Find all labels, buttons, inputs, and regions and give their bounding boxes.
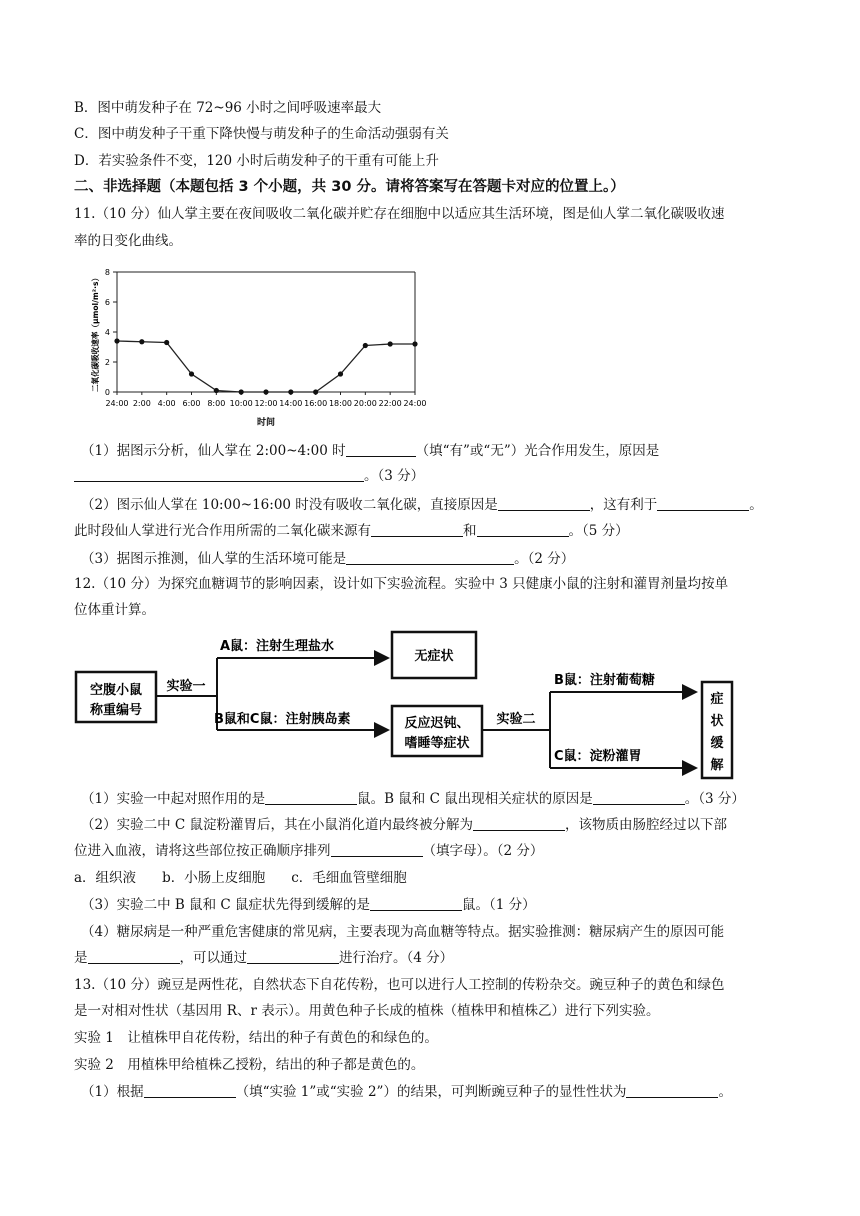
y-axis-label: 二氧化碳吸收速率（μmol/m²·s） [91,266,100,392]
exp1-label: 实验一 [166,679,206,694]
q12-p4-blank1[interactable] [88,949,180,964]
q11-p1-text-a: （1）据图示分析，仙人掌在 2:00~4:00 时 [81,443,346,459]
result-bc-label-1: 反应迟钝、 [404,716,470,731]
q12-p2-blank2[interactable] [331,842,423,857]
data-point [139,339,144,344]
q13-p1-text-a: （1）根据 [81,1084,144,1100]
q12-p2-text-b: ，该物质由肠腔经过以下部 [565,817,728,833]
y-tick-label: 6 [104,298,110,307]
q12-p4-text-d: 进行治疗。（4 分） [339,950,454,966]
q12-p1-text-c: 。（3 分） [684,791,745,807]
q13-p1-text-c: 。 [718,1084,732,1100]
q12-p2-text-d: （填字母）。（2 分） [422,843,544,859]
q12-p2-text-a: （2）实验二中 C 鼠淀粉灌胃后，其在小鼠消化道内最终被分解为 [81,817,474,833]
q11-p1-blank1[interactable] [346,442,416,457]
q12-option-c: c．毛细血管壁细胞 [291,870,407,886]
data-point [338,371,343,376]
q12-p1-text-a: （1）实验一中起对照作用的是 [81,791,266,807]
y-tick-label: 8 [104,268,110,277]
q11-stem-line2: 率的日变化曲线。 [74,233,182,249]
q12-p1-blank1[interactable] [265,790,357,805]
q11-part2-line2 [74,521,629,541]
x-tick-label: 6:00 [182,399,201,408]
y-tick-label: 2 [104,358,110,367]
series-line [117,341,415,392]
q13-experiment1: 实验 1 让植株甲自花传粉，结出的种子有黄色的和绿色的。 [74,1030,438,1046]
data-point [214,388,219,393]
q13-experiment2: 实验 2 用植株甲给植株乙授粉，结出的种子都是黄色的。 [74,1057,425,1073]
y-tick-label: 4 [104,328,110,337]
option-c: C．图中萌发种子干重下降快慢与萌发种子的生命活动强弱有关 [74,126,449,142]
x-tick-label: 4:00 [157,399,176,408]
data-point [363,343,368,348]
q11-p2-text-e: 和 [463,523,477,539]
q11-p2-text-f: 。（5 分） [568,523,629,539]
data-point [412,341,417,346]
arm-c-label: C鼠：淀粉灌胃 [554,749,642,764]
q12-p4-text-c: ，可以通过 [179,950,247,966]
q12-p4-text-b: 是 [74,950,88,966]
result-a-label: 无症状 [414,649,454,664]
result-bc-label-2: 嗜睡等症状 [404,736,470,751]
x-axis-label: 时间 [256,418,276,428]
q11-p2-text-c: 。 [749,497,763,513]
q13-stem-line1: 13.（10 分）豌豆是两性花，自然状态下自花传粉，也可以进行人工控制的传粉杂交。豌豆种子的黄色和绿色 [74,977,725,993]
arm-a-label: A鼠：注射生理盐水 [220,639,335,654]
x-tick-label: 22:00 [378,399,402,408]
data-point [189,371,194,376]
x-tick-label: 10:00 [229,399,253,408]
final-char-1: 症 [710,692,724,707]
x-tick-label: 2:00 [132,399,151,408]
exp2-label: 实验二 [496,712,536,727]
q11-p2-blank1[interactable] [498,496,590,511]
q11-p2-text-a: （2）图示仙人掌在 10:00~16:00 时没有吸收二氧化碳，直接原因是 [81,497,498,513]
q11-p3-text-b: 。（2 分） [514,551,575,567]
q12-stem-line1: 12.（10 分）为探究血糖调节的影响因素，设计如下实验流程。实验中 3 只健康小鼠的注射和灌胃剂量均按单 [74,576,729,592]
x-tick-label: 12:00 [254,399,278,408]
x-tick-label: 14:00 [279,399,303,408]
q12-p1-blank2[interactable] [593,790,685,805]
q11-p2-blank3[interactable] [371,522,463,537]
q11-part1-line2 [74,466,424,486]
q11-p2-blank2[interactable] [657,496,749,511]
q12-stem-line2: 位体重计算。 [74,602,155,618]
q11-part3 [81,549,574,569]
section-heading: 二、非选择题（本题包括 3 个小题，共 30 分。请将答案写在答题卡对应的位置上。） [74,179,625,195]
x-tick-label: 8:00 [207,399,226,408]
q11-stem-line1: 11.（10 分）仙人掌主要在夜间吸收二氧化碳并贮存在细胞中以适应其生活环境，图是仙人掌二氧化碳吸收速 [74,206,725,222]
data-point [164,340,169,345]
x-tick-label: 24:00 [105,399,129,408]
q13-p1-text-b: （填“实验 1”或“实验 2”）的结果，可判断豌豆种子的显性性状为 [235,1084,627,1100]
q11-p2-text-b: ，这有利于 [589,497,658,513]
x-tick-label: 20:00 [353,399,377,408]
q11-part2-line1 [81,495,763,515]
q11-part1-line1 [81,441,659,461]
q11-p2-text-d: 此时段仙人掌进行光合作用所需的二氧化碳来源有 [74,523,371,539]
q11-p1-blank2[interactable] [74,467,364,482]
q11-p1-text-b: （填“有”或“无”）光合作用发生，原因是 [415,443,660,459]
arm-b-label: B鼠：注射葡萄糖 [554,673,655,688]
experiment-flowchart [74,628,744,783]
arm-bc-label: B鼠和C鼠：注射胰岛素 [214,712,351,727]
q12-part4-line1: （4）糖尿病是一种严重危害健康的常见病，主要表现为高血糖等特点。据实验推测：糖尿病产生的原因可能 [81,924,725,940]
data-point [114,338,119,343]
start-label-1: 空腹小鼠 [89,683,143,698]
final-char-4: 解 [710,758,724,773]
co2-uptake-chart [70,262,430,432]
start-label-2: 称重编号 [89,703,143,718]
q12-options [74,868,433,888]
x-tick-label: 24:00 [403,399,427,408]
final-char-3: 缓 [710,736,724,751]
q12-p2-blank1[interactable] [473,816,565,831]
q12-p2-text-c: 位进入血液，请将这些部位按正确顺序排列 [74,843,331,859]
data-point [239,389,244,394]
q13-part1 [81,1082,732,1102]
q12-part4-line2 [74,948,453,968]
q12-p1-text-b: 鼠。B 鼠和 C 鼠出现相关症状的原因是 [357,791,593,807]
q12-part2-line1 [81,815,727,835]
data-point [313,389,318,394]
data-point [288,389,293,394]
x-tick-label: 18:00 [328,399,353,408]
q12-option-b: b．小肠上皮细胞 [162,870,266,886]
q11-p3-blank[interactable] [346,550,514,565]
y-tick-label: 0 [104,388,110,397]
q11-p1-text-c: 。（3 分） [364,468,425,484]
data-point [388,341,393,346]
option-b: B．图中萌发种子在 72~96 小时之间呼吸速率最大 [74,100,382,116]
q12-p4-blank2[interactable] [247,949,339,964]
q12-part3 [81,895,536,915]
option-d: D．若实验条件不变，120 小时后萌发种子的干重有可能上升 [74,153,439,169]
q12-p3-blank[interactable] [370,896,462,911]
q11-p3-text-a: （3）据图示推测，仙人掌的生活环境可能是 [81,551,347,567]
q12-part2-line2 [74,841,543,861]
q13-p1-blank2[interactable] [626,1083,718,1098]
q13-stem-line2: 是一对相对性状（基因用 R、r 表示）。用黄色种子长成的植株（植株甲和植株乙）进行下列实验。 [74,1003,660,1019]
x-tick-label: 16:00 [304,399,328,408]
q12-part1 [81,789,745,809]
q11-p2-blank4[interactable] [477,522,569,537]
q13-p1-blank1[interactable] [144,1083,236,1098]
final-char-2: 状 [710,714,724,729]
data-point [263,389,268,394]
q12-p3-text-b: 鼠。（1 分） [462,897,536,913]
q12-option-a: a．组织液 [74,870,137,886]
q12-p3-text-a: （3）实验二中 B 鼠和 C 鼠症状先得到缓解的是 [81,897,371,913]
